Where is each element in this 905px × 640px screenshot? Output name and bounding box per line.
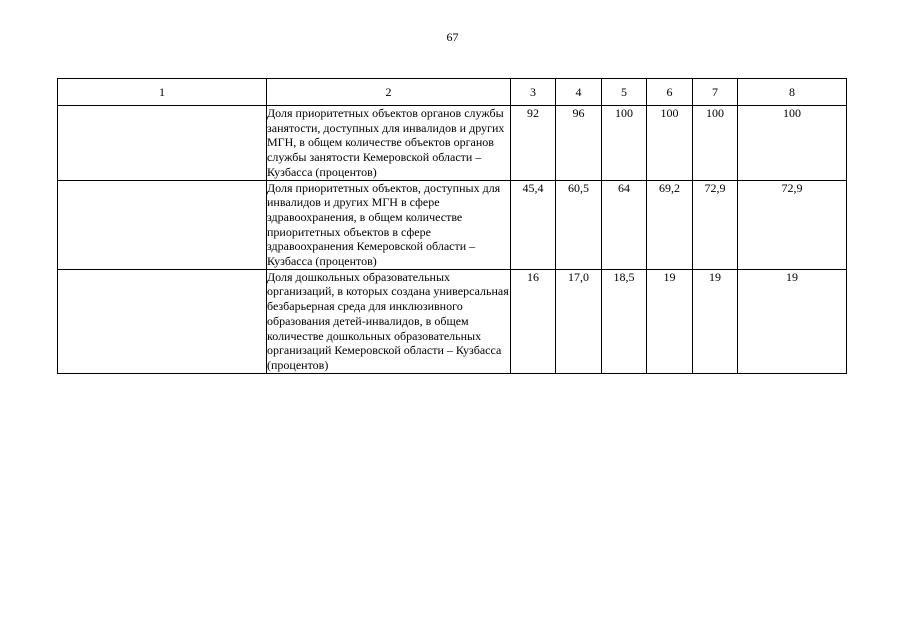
header-col-2: 2 [267,79,511,106]
row-3-value-3: 16 [511,269,556,373]
row-2-value-8: 72,9 [738,180,847,269]
table-row [58,269,847,373]
row-3-col-1 [58,269,267,373]
row-2-value-7: 72,9 [693,180,738,269]
row-2-indicator-name: Доля приоритетных объектов, доступных для инвалидов и других МГН в сфере здравоохранения, в общем количестве приоритетных объектов в сфере здравоохранения Кемеровской области – Кузбасса (процентов) [267,180,511,269]
row-2-value-5: 64 [602,180,647,269]
row-1-value-6: 100 [647,106,693,181]
header-col-8: 8 [738,79,847,106]
table-header-row [58,79,847,106]
row-1-value-5: 100 [602,106,647,181]
row-2-col-1 [58,180,267,269]
header-col-3: 3 [511,79,556,106]
table-row [58,106,847,181]
row-3-value-8: 19 [738,269,847,373]
header-col-6: 6 [647,79,693,106]
row-1-col-1 [58,106,267,181]
header-col-7: 7 [693,79,738,106]
row-2-value-6: 69,2 [647,180,693,269]
row-3-value-7: 19 [693,269,738,373]
table-row [58,180,847,269]
header-col-1: 1 [58,79,267,106]
row-1-value-8: 100 [738,106,847,181]
row-3-indicator-name: Доля дошкольных образовательных организаций, в которых создана универсальная безбарьерная среда для инклюзивного образования детей-инвалидов, в общем количестве дошкольных образовательных организаций Кемеровской области – Кузбасса (процентов) [267,269,509,372]
header-col-5: 5 [602,79,647,106]
row-1-indicator-name: Доля приоритетных объектов органов службы занятости, доступных для инвалидов и других МГН, в общем количестве объектов органов службы занятости Кемеровской области – Кузбасса (процентов) [267,106,511,181]
header-col-4: 4 [556,79,602,106]
row-2-value-3: 45,4 [511,180,556,269]
row-2-value-4: 60,5 [556,180,602,269]
row-3-value-6: 19 [647,269,693,373]
row-3-value-5: 18,5 [602,269,647,373]
indicators-table [57,78,847,374]
row-1-value-7: 100 [693,106,738,181]
row-1-value-4: 96 [556,106,602,181]
row-3-value-4: 17,0 [556,269,602,373]
row-1-value-3: 92 [511,106,556,181]
page-number: 67 [446,30,459,44]
